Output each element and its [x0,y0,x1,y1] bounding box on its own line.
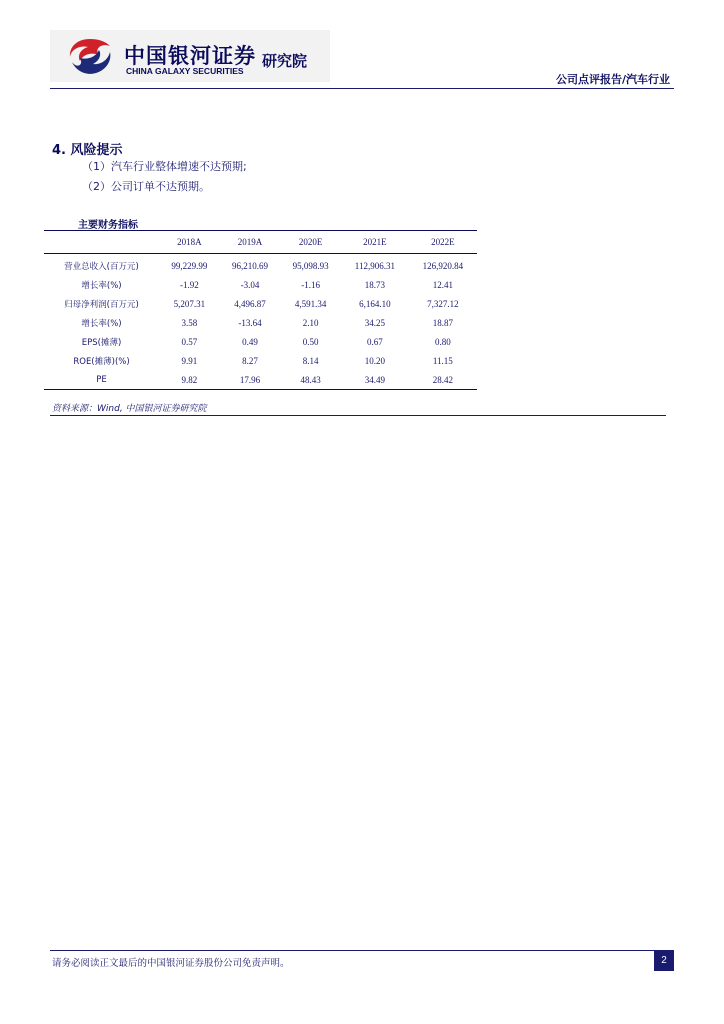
table-cell: 10.20 [364,355,385,366]
table-cell: 8.14 [302,355,319,366]
column-header: 2022E [409,231,477,254]
table-cell: -13.64 [238,317,262,328]
column-header: 2019A [220,231,281,254]
table-cell: 9.82 [159,370,220,390]
table-cell: 3.58 [181,317,198,328]
row-label: 增长率(%) [81,318,122,329]
row-label: 营业总收入(百万元) [64,261,139,272]
table-cell: -1.92 [179,279,199,290]
table-header-row [44,231,477,254]
table-cell: 0.49 [242,336,258,347]
table-cell: 4,591.34 [294,298,327,309]
source-note: 资料来源：Wind, 中国银河证券研究院 [52,404,207,414]
table-row [44,332,477,351]
table-cell: 0.67 [366,336,383,347]
table-cell: 11.15 [432,355,453,366]
table-cell: 96,210.69 [232,260,268,271]
page-header [50,30,674,90]
risk-item: （1）汽车行业整体增速不达预期; [82,160,247,173]
table-cell: -1.16 [301,279,321,290]
table-cell: 126,920.84 [422,260,464,271]
table-row [44,370,477,390]
table-cell: 0.57 [181,336,198,347]
report-type: 公司点评报告/汽车行业 [555,73,670,86]
logo-english-name: CHINA GALAXY SECURITIES [126,66,244,76]
table-row [44,275,477,294]
row-label: EPS(摊薄) [81,337,122,348]
row-label: 增长率(%) [81,280,122,291]
table-cell: 18.87 [432,317,453,328]
risk-item: （2）公司订单不达预期。 [82,180,210,193]
row-label: PE [44,370,159,390]
table-row [44,294,477,313]
logo-institute-name: 研究院 [262,52,308,70]
table-cell: 8.27 [242,355,258,366]
brand-logo [50,30,330,82]
column-header: 2021E [341,231,409,254]
table-cell: 99,229.99 [171,260,208,271]
table-cell: -3.04 [240,279,260,290]
table-title: 主要财务指标 [78,220,138,231]
section-title: 4. 风险提示 [52,143,123,158]
table-cell: 9.91 [181,355,198,366]
table-cell: 5,207.31 [173,298,206,309]
table-cell: 18.73 [364,279,385,290]
source-divider [50,415,666,416]
table-cell: 48.43 [280,370,341,390]
column-header: 2018A [159,231,220,254]
footer-disclaimer: 请务必阅读正文最后的中国银河证券股份公司免责声明。 [52,958,290,969]
logo-chinese-name: 中国银河证券 [124,44,256,68]
table-cell: 34.49 [341,370,409,390]
table-cell: 2.10 [302,317,319,328]
table-cell: 7,327.12 [427,298,459,309]
galaxy-logo-icon [66,36,114,78]
financial-table [44,230,477,390]
table-cell: 28.42 [409,370,477,390]
table-cell: 17.96 [220,370,281,390]
table-cell: 34.25 [364,317,385,328]
table-cell: 112,906.31 [354,260,395,271]
row-label: 归母净利润(百万元) [64,299,139,310]
table-cell: 12.41 [432,279,453,290]
page-number: 2 [654,951,674,971]
table-cell: 95,098.93 [292,260,329,271]
table-cell: 0.80 [434,336,451,347]
footer-divider [50,950,674,951]
table-row [44,313,477,332]
column-header [44,231,159,254]
table-cell: 0.50 [302,336,319,347]
header-divider [50,88,674,89]
table-row [44,254,477,276]
row-label: ROE(摊薄)(%) [73,356,130,367]
column-header: 2020E [280,231,341,254]
table-cell: 6,164.10 [359,298,391,309]
table-cell: 4,496.87 [234,298,266,309]
table-row [44,351,477,370]
